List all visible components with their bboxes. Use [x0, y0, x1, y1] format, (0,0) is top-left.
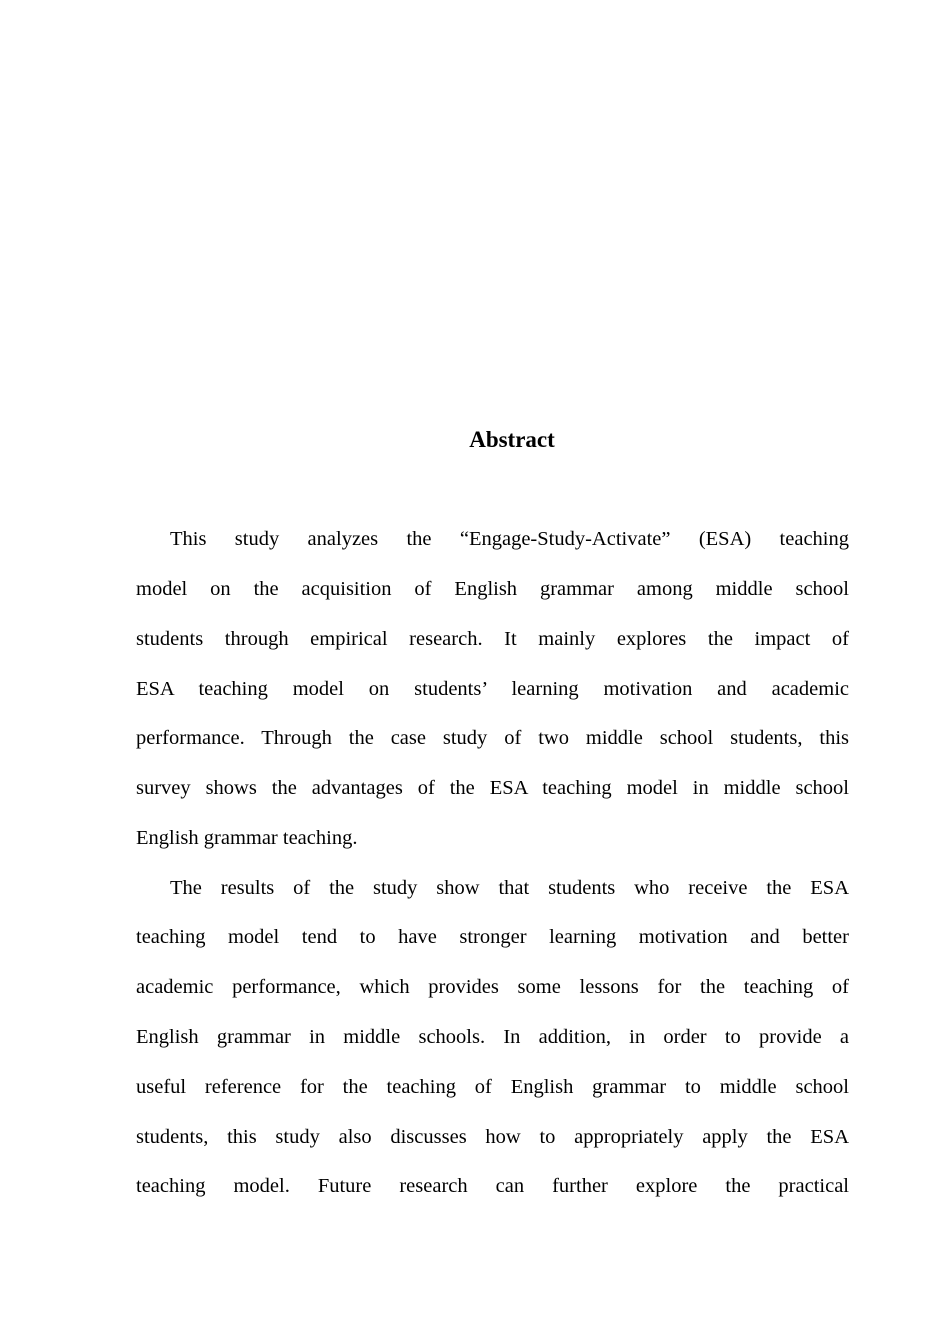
paragraph-line: teaching model tend to have stronger learning motivation and better	[136, 926, 849, 948]
paragraph-line: ESA teaching model on students’ learning motivation and academic	[136, 678, 849, 700]
paragraph-line: teaching model. Future research can further explore the practical	[136, 1175, 849, 1197]
paragraph-line: performance. Through the case study of two middle school students, this	[136, 727, 849, 749]
paragraph-line: students through empirical research. It mainly explores the impact of	[136, 628, 849, 650]
paragraph-line: This study analyzes the “Engage-Study-Activate” (ESA) teaching	[170, 528, 849, 550]
paragraph-line: survey shows the advantages of the ESA teaching model in middle school	[136, 777, 849, 799]
paragraph-line: useful reference for the teaching of English grammar to middle school	[136, 1076, 849, 1098]
paragraph-line: academic performance, which provides some lessons for the teaching of	[136, 976, 849, 998]
paragraph-line: English grammar teaching.	[136, 827, 358, 849]
paragraph-line: model on the acquisition of English grammar among middle school	[136, 578, 849, 600]
paragraph-line: students, this study also discusses how to appropriately apply the ESA	[136, 1126, 849, 1148]
page-title: Abstract	[469, 427, 555, 452]
paragraph-line: English grammar in middle schools. In addition, in order to provide a	[136, 1026, 849, 1048]
paragraph-line: The results of the study show that students who receive the ESA	[170, 877, 849, 899]
